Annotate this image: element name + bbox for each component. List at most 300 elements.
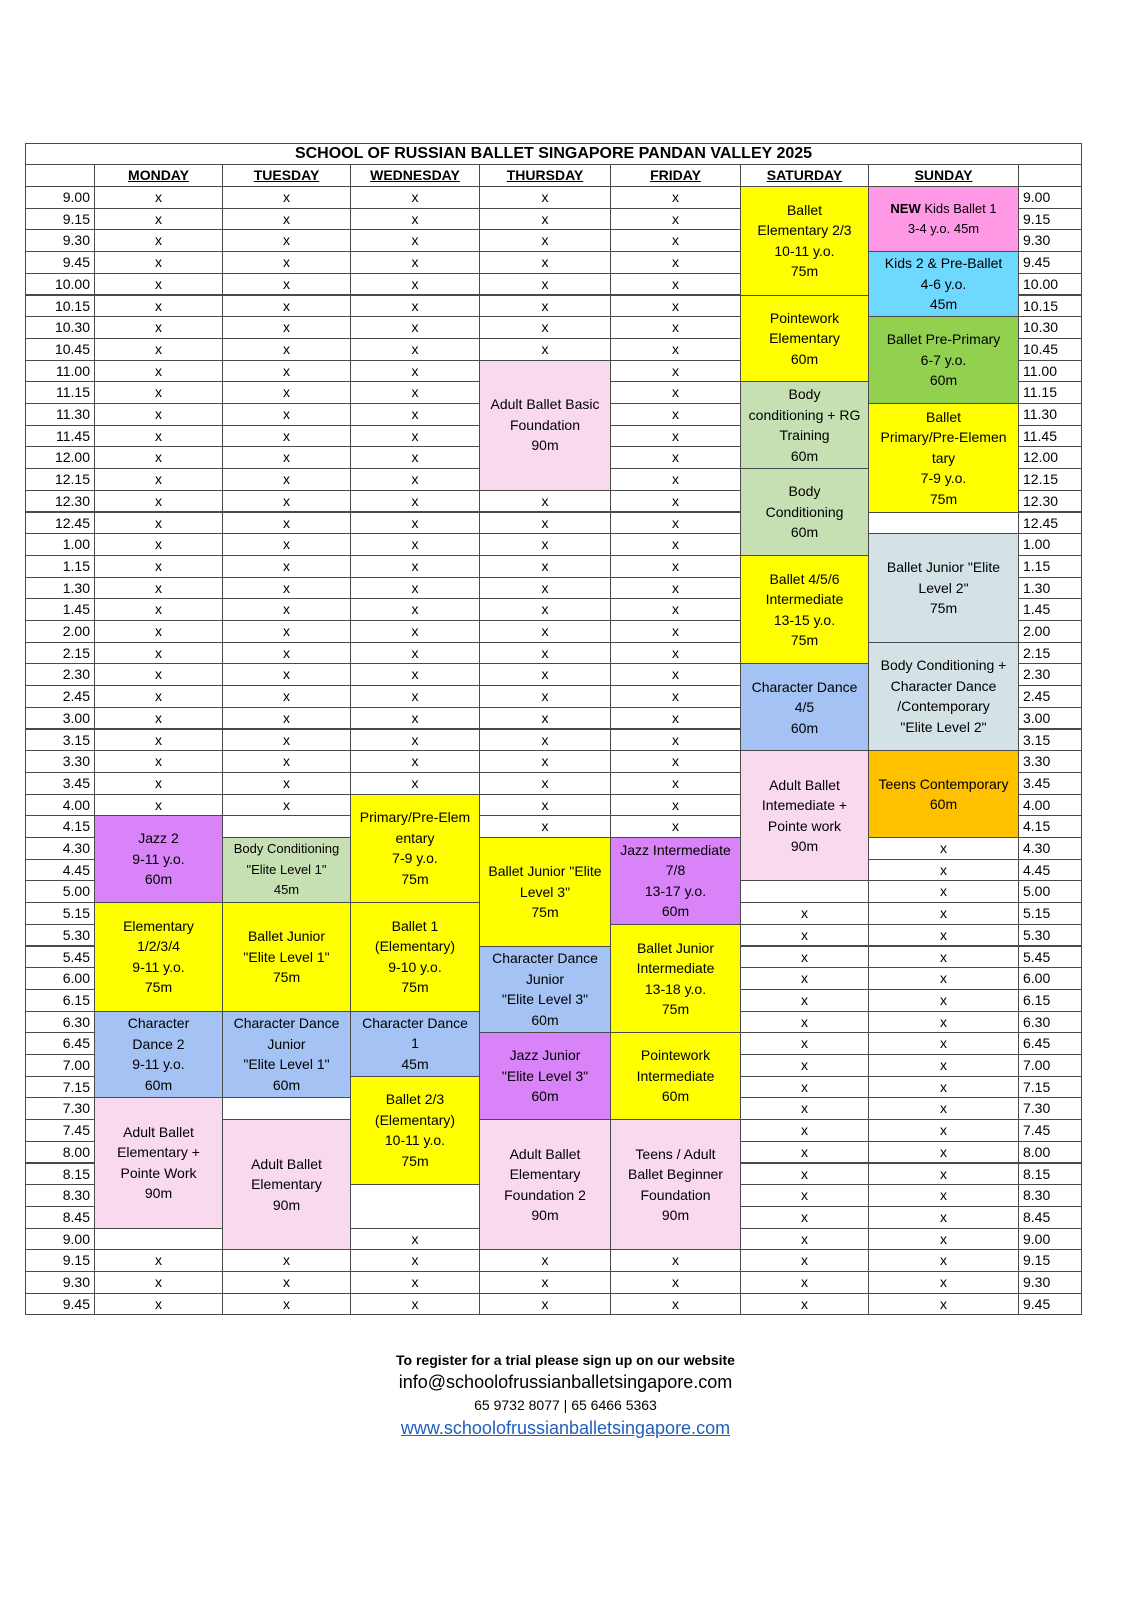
empty-slot: x <box>479 794 611 817</box>
time-label: 8.00 <box>25 1141 95 1164</box>
class-text: 60m <box>790 524 819 541</box>
class-text: Foundation 2 <box>504 1186 586 1203</box>
empty-slot: x <box>350 555 480 578</box>
time-label-right: 12.30 <box>1018 490 1082 513</box>
class-text: Pointe Work <box>120 1164 197 1181</box>
empty-slot: x <box>350 338 480 361</box>
empty-slot: x <box>610 533 741 556</box>
empty-slot: x <box>350 295 480 318</box>
class-block <box>610 1032 741 1120</box>
class-text: 10-11 y.o. <box>774 242 835 259</box>
empty-slot: x <box>222 685 351 708</box>
empty-slot: x <box>610 750 741 773</box>
class-text: 1/2/3/4 <box>137 938 180 955</box>
empty-slot: x <box>350 186 480 209</box>
empty-slot: x <box>479 729 611 752</box>
empty-slot: x <box>94 186 223 209</box>
empty-slot: x <box>94 316 223 339</box>
time-label: 2.30 <box>25 663 95 686</box>
day-header-wednesday: WEDNESDAY <box>350 164 480 187</box>
empty-slot: x <box>350 273 480 296</box>
empty-slot: x <box>740 1011 869 1034</box>
empty-slot: x <box>350 772 480 795</box>
empty-slot: x <box>740 924 869 947</box>
time-label-right: 7.15 <box>1018 1076 1082 1099</box>
time-label-right: 12.15 <box>1018 468 1082 491</box>
time-label-right: 10.15 <box>1018 295 1082 318</box>
time-label-right: 10.00 <box>1018 273 1082 296</box>
class-text: Ballet <box>925 408 962 425</box>
empty-slot: x <box>94 381 223 404</box>
class-text: 60m <box>531 1011 559 1028</box>
empty-slot: x <box>740 1206 869 1229</box>
empty-slot: x <box>610 729 741 752</box>
class-text: 60m <box>144 1076 173 1093</box>
class-text: (Elementary) <box>374 938 456 955</box>
blank-cell <box>94 1228 223 1251</box>
empty-slot: x <box>740 946 869 969</box>
empty-slot: x <box>94 1293 223 1316</box>
class-text: "Elite Level 1" <box>243 1056 330 1073</box>
class-text: Level 2" <box>918 579 969 596</box>
class-text: 90m <box>272 1196 301 1213</box>
class-text: Conditioning <box>765 503 844 520</box>
empty-slot: x <box>610 273 741 296</box>
class-text: Intermediate <box>765 591 844 608</box>
class-text: Elementary <box>251 1176 322 1193</box>
empty-slot: x <box>610 620 741 643</box>
class-block <box>868 316 1019 404</box>
empty-slot: x <box>350 229 480 252</box>
empty-slot: x <box>350 1228 480 1251</box>
class-text: 60m <box>661 903 690 920</box>
empty-slot: x <box>610 577 741 600</box>
time-label-right: 1.00 <box>1018 533 1082 556</box>
time-label: 7.45 <box>25 1119 95 1142</box>
time-label: 1.45 <box>25 598 95 621</box>
class-text: 60m <box>144 871 173 888</box>
class-text: 75m <box>531 904 559 920</box>
class-text: 90m <box>661 1207 690 1224</box>
time-label-right: 10.30 <box>1018 316 1082 339</box>
class-text: 75m <box>929 490 958 507</box>
class-text: Body <box>788 386 821 403</box>
time-label-right: 6.00 <box>1018 967 1082 990</box>
empty-slot: x <box>350 642 480 665</box>
empty-slot: x <box>868 859 1019 882</box>
empty-slot: x <box>222 772 351 795</box>
class-text: 75m <box>401 979 429 996</box>
time-label: 10.15 <box>25 295 95 318</box>
time-label-right: 8.00 <box>1018 1141 1082 1164</box>
empty-slot: x <box>222 512 351 535</box>
empty-slot: x <box>222 598 351 621</box>
class-text: 13-17 y.o. <box>644 882 707 899</box>
class-block <box>350 794 480 904</box>
time-label-right: 5.15 <box>1018 902 1082 925</box>
time-label-right: 5.00 <box>1018 880 1082 903</box>
empty-slot: x <box>610 338 741 361</box>
class-text: "Elite Level 2" <box>900 718 987 735</box>
class-block <box>740 555 869 665</box>
class-text: conditioning + RG <box>748 406 861 423</box>
class-text: Foundation <box>509 416 581 433</box>
class-text: 75m <box>790 263 819 280</box>
class-text: "Elite Level 1" <box>246 861 327 877</box>
empty-slot: x <box>94 1271 223 1294</box>
class-text: tary <box>931 449 956 466</box>
class-text: "Elite Level 1" <box>243 948 330 965</box>
empty-slot: x <box>94 620 223 643</box>
class-text: Elementary <box>769 330 840 347</box>
class-block <box>740 468 869 556</box>
empty-slot: x <box>479 338 611 361</box>
empty-slot: x <box>610 1249 741 1272</box>
time-label: 11.00 <box>25 360 95 383</box>
class-text: Ballet <box>786 201 822 218</box>
empty-slot: x <box>350 1293 480 1316</box>
empty-slot: x <box>868 1163 1019 1186</box>
class-text: 60m <box>929 796 958 813</box>
time-label-right: 9.15 <box>1018 1249 1082 1272</box>
empty-slot: x <box>868 1032 1019 1055</box>
time-label: 6.45 <box>25 1032 95 1055</box>
class-text: 45m <box>929 296 958 313</box>
empty-slot: x <box>610 1271 741 1294</box>
empty-slot: x <box>479 1271 611 1294</box>
day-header-sunday: SUNDAY <box>868 164 1019 187</box>
blank-cell <box>350 1184 480 1228</box>
empty-slot: x <box>610 707 741 730</box>
class-text: 4-6 y.o. <box>920 275 967 292</box>
class-text: 75m <box>401 1152 429 1169</box>
class-text: 9-11 y.o. <box>132 850 185 867</box>
time-label: 1.30 <box>25 577 95 600</box>
empty-slot: x <box>479 533 611 556</box>
class-block <box>94 1097 223 1228</box>
class-text: 13-18 y.o. <box>644 980 707 997</box>
class-text: Level 3" <box>519 883 571 900</box>
class-block <box>610 1119 741 1250</box>
header-time-blank <box>25 164 95 187</box>
empty-slot: x <box>94 663 223 686</box>
class-text: Ballet 1 <box>391 917 439 934</box>
class-text: Character Dance <box>751 678 858 695</box>
class-text: 75m <box>661 1001 690 1018</box>
class-text: 10-11 y.o. <box>384 1132 446 1149</box>
time-label: 3.00 <box>25 707 95 730</box>
class-block <box>222 902 351 1012</box>
time-label: 2.00 <box>25 620 95 643</box>
class-text: 3-4 y.o. 45m <box>907 221 980 237</box>
empty-slot: x <box>868 1076 1019 1099</box>
empty-slot: x <box>94 598 223 621</box>
time-label: 10.30 <box>25 316 95 339</box>
time-label: 12.45 <box>25 512 95 535</box>
class-text: "Elite Level 3" <box>501 1067 589 1084</box>
empty-slot: x <box>222 295 351 318</box>
class-text: Ballet 4/5/6 <box>769 570 840 587</box>
class-block <box>222 1119 351 1250</box>
time-label: 6.30 <box>25 1011 95 1034</box>
empty-slot: x <box>222 642 351 665</box>
empty-slot: x <box>479 208 611 231</box>
empty-slot: x <box>610 1293 741 1316</box>
time-label: 4.15 <box>25 815 95 838</box>
time-label: 7.30 <box>25 1097 95 1120</box>
class-block <box>94 1011 223 1099</box>
empty-slot: x <box>610 381 741 404</box>
class-text: 75m <box>929 600 958 617</box>
empty-slot: x <box>350 208 480 231</box>
empty-slot: x <box>222 338 351 361</box>
empty-slot: x <box>350 1249 480 1272</box>
time-label-right: 12.45 <box>1018 512 1082 535</box>
empty-slot: x <box>350 707 480 730</box>
class-text: Junior <box>525 970 565 987</box>
time-label: 8.30 <box>25 1184 95 1207</box>
empty-slot: x <box>222 794 351 817</box>
time-label-right: 12.00 <box>1018 446 1082 469</box>
time-label-right: 11.30 <box>1018 403 1082 426</box>
time-label-right: 6.30 <box>1018 1011 1082 1034</box>
empty-slot: x <box>610 251 741 274</box>
trial-signup-text: To register for a trial please sign up on our website <box>396 1352 735 1368</box>
empty-slot: x <box>222 750 351 773</box>
time-label-right: 9.30 <box>1018 229 1082 252</box>
empty-slot: x <box>94 794 223 817</box>
class-text: 90m <box>144 1185 173 1202</box>
empty-slot: x <box>350 663 480 686</box>
time-label-right: 2.15 <box>1018 642 1082 665</box>
empty-slot: x <box>868 880 1019 903</box>
empty-slot: x <box>610 186 741 209</box>
empty-slot: x <box>479 750 611 773</box>
empty-slot: x <box>740 1249 869 1272</box>
time-label-right: 3.45 <box>1018 772 1082 795</box>
day-header-friday: FRIDAY <box>610 164 741 187</box>
empty-slot: x <box>222 186 351 209</box>
empty-slot: x <box>740 1032 869 1055</box>
empty-slot: x <box>610 555 741 578</box>
time-label-right: 8.30 <box>1018 1184 1082 1207</box>
empty-slot: x <box>868 967 1019 990</box>
class-block <box>479 1032 611 1120</box>
class-text: 60m <box>272 1076 301 1093</box>
time-label: 5.00 <box>25 880 95 903</box>
time-label: 1.15 <box>25 555 95 578</box>
class-block <box>94 815 223 903</box>
empty-slot: x <box>222 1249 351 1272</box>
class-text: 75m <box>790 632 819 649</box>
day-header-tuesday: TUESDAY <box>222 164 351 187</box>
time-label: 5.45 <box>25 946 95 969</box>
empty-slot: x <box>479 555 611 578</box>
class-block <box>94 902 223 1012</box>
class-text: "Elite Level 3" <box>501 991 589 1008</box>
class-text: Jazz Junior <box>509 1047 581 1064</box>
time-label: 9.30 <box>25 229 95 252</box>
empty-slot: x <box>868 1119 1019 1142</box>
time-label: 4.45 <box>25 859 95 882</box>
empty-slot: x <box>94 468 223 491</box>
empty-slot: x <box>350 360 480 383</box>
class-text: Character Dance <box>233 1015 340 1032</box>
empty-slot: x <box>94 642 223 665</box>
time-label-right: 7.45 <box>1018 1119 1082 1142</box>
class-block <box>740 663 869 751</box>
time-label-right: 11.45 <box>1018 425 1082 448</box>
empty-slot: x <box>479 273 611 296</box>
time-label-right: 4.45 <box>1018 859 1082 882</box>
class-text: 90m <box>531 1207 559 1224</box>
empty-slot: x <box>610 772 741 795</box>
empty-slot: x <box>222 620 351 643</box>
class-block <box>479 1119 611 1250</box>
empty-slot: x <box>222 729 351 752</box>
empty-slot: x <box>740 902 869 925</box>
class-block <box>479 837 611 947</box>
class-block <box>868 533 1019 643</box>
blank-cell <box>222 815 351 838</box>
time-label-right: 9.45 <box>1018 1293 1082 1316</box>
empty-slot: x <box>94 273 223 296</box>
empty-slot: x <box>610 316 741 339</box>
empty-slot: x <box>350 577 480 600</box>
class-block <box>868 186 1019 252</box>
class-block <box>610 924 741 1034</box>
class-text: 45m <box>273 882 300 898</box>
website-link[interactable]: www.schoolofrussianballetsingapore.com <box>400 1418 731 1438</box>
footer <box>0 1350 1131 1440</box>
time-label-right: 4.30 <box>1018 837 1082 860</box>
empty-slot: x <box>868 1054 1019 1077</box>
empty-slot: x <box>868 1293 1019 1316</box>
class-text: Kids 2 & Pre-Ballet <box>884 255 1003 272</box>
class-text: 9-11 y.o. <box>132 958 185 975</box>
empty-slot: x <box>740 1228 869 1251</box>
empty-slot: x <box>479 707 611 730</box>
class-text: Body Conditioning + <box>880 657 1007 674</box>
time-label-right: 11.00 <box>1018 360 1082 383</box>
empty-slot: x <box>868 1097 1019 1120</box>
time-label: 9.45 <box>25 1293 95 1316</box>
blank-cell <box>868 512 1019 535</box>
time-label: 12.30 <box>25 490 95 513</box>
empty-slot: x <box>479 490 611 513</box>
class-block <box>868 642 1019 752</box>
class-block <box>740 381 869 469</box>
empty-slot: x <box>610 468 741 491</box>
empty-slot: x <box>94 729 223 752</box>
class-text: 60m <box>929 372 958 389</box>
class-text: (Elementary) <box>374 1111 456 1128</box>
empty-slot: x <box>94 208 223 231</box>
empty-slot: x <box>222 555 351 578</box>
empty-slot: x <box>479 1249 611 1272</box>
class-text: 75m <box>272 969 301 986</box>
class-text: Character Dance <box>492 950 598 967</box>
time-label: 9.30 <box>25 1271 95 1294</box>
empty-slot: x <box>868 1271 1019 1294</box>
empty-slot: x <box>222 490 351 513</box>
empty-slot: x <box>868 1249 1019 1272</box>
empty-slot: x <box>94 512 223 535</box>
class-text: Jazz 2 <box>138 830 179 847</box>
class-text: Adult Ballet <box>509 1145 581 1162</box>
time-label: 9.15 <box>25 208 95 231</box>
empty-slot: x <box>479 815 611 838</box>
class-text: 9-11 y.o. <box>132 1056 185 1073</box>
time-label: 12.00 <box>25 446 95 469</box>
empty-slot: x <box>610 403 741 426</box>
empty-slot: x <box>868 1206 1019 1229</box>
empty-slot: x <box>610 446 741 469</box>
empty-slot: x <box>350 620 480 643</box>
class-text: Intermediate <box>636 1067 715 1084</box>
empty-slot: x <box>94 1249 223 1272</box>
class-text: 7-9 y.o. <box>920 470 967 486</box>
empty-slot: x <box>610 208 741 231</box>
empty-slot: x <box>222 468 351 491</box>
class-block <box>350 1011 480 1077</box>
empty-slot: x <box>479 186 611 209</box>
time-label: 8.15 <box>25 1163 95 1186</box>
time-label-right: 7.30 <box>1018 1097 1082 1120</box>
blank-cell <box>222 1097 351 1120</box>
empty-slot: x <box>222 425 351 448</box>
empty-slot: x <box>610 794 741 817</box>
empty-slot: x <box>94 229 223 252</box>
time-label: 10.00 <box>25 273 95 296</box>
class-text: 60m <box>790 447 819 464</box>
time-label-right: 2.45 <box>1018 685 1082 708</box>
contact-email[interactable]: info@schoolofrussianballetsingapore.com <box>398 1372 733 1392</box>
empty-slot: x <box>94 360 223 383</box>
day-header-saturday: SATURDAY <box>740 164 869 187</box>
time-label: 3.45 <box>25 772 95 795</box>
class-text: Body <box>788 483 821 500</box>
empty-slot: x <box>350 425 480 448</box>
empty-slot: x <box>868 924 1019 947</box>
empty-slot: x <box>610 642 741 665</box>
class-text: Character Dance <box>890 677 997 694</box>
time-label-right: 1.30 <box>1018 577 1082 600</box>
empty-slot: x <box>94 490 223 513</box>
class-text: 60m <box>531 1088 559 1105</box>
empty-slot: x <box>94 295 223 318</box>
time-label-right: 9.15 <box>1018 208 1082 231</box>
empty-slot: x <box>222 707 351 730</box>
page-title: SCHOOL OF RUSSIAN BALLET SINGAPORE PANDAN VALLEY 2025 <box>25 143 1082 165</box>
time-label-right: 9.30 <box>1018 1271 1082 1294</box>
empty-slot: x <box>610 598 741 621</box>
empty-slot: x <box>350 685 480 708</box>
empty-slot: x <box>94 403 223 426</box>
time-label: 1.00 <box>25 533 95 556</box>
empty-slot: x <box>222 316 351 339</box>
empty-slot: x <box>479 316 611 339</box>
class-text: 75m <box>401 870 429 887</box>
time-label: 6.15 <box>25 989 95 1012</box>
time-label-right: 3.00 <box>1018 707 1082 730</box>
empty-slot: x <box>740 1119 869 1142</box>
time-label: 3.15 <box>25 729 95 752</box>
class-text: Ballet Beginner <box>628 1166 723 1183</box>
empty-slot: x <box>94 577 223 600</box>
empty-slot: x <box>868 902 1019 925</box>
class-text: 1 <box>411 1035 419 1052</box>
